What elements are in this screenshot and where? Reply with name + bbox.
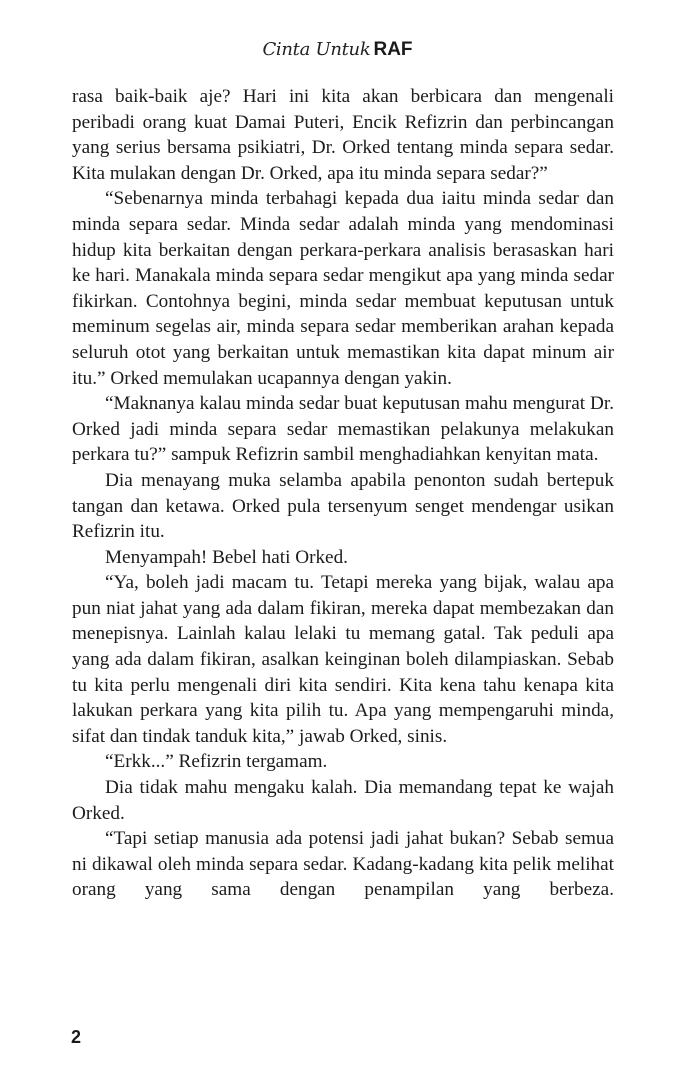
body-text <box>72 84 614 903</box>
running-head <box>0 39 675 61</box>
page-number: 2 <box>71 1027 82 1047</box>
paragraph: rasa baik-baik aje? Hari ini kita akan berbicara dan mengenali peribadi orang kuat Damai Puteri, Encik Refizrin dan perbincangan yang serius bersama psikiatri, Dr. Orked tentang minda separa sedar. Kita mulakan dengan Dr. Orked, apa itu minda separa sedar?” <box>72 86 614 184</box>
paragraph: “Maknanya kalau minda sedar buat keputusan mahu mengurat Dr. Orked jadi minda separa sedar memastikan pelakunya melakukan perkara tu?” sampuk Refizrin sambil menghadiahkan kenyitan mata. <box>72 393 614 466</box>
paragraph: “Ya, boleh jadi macam tu. Tetapi mereka yang bijak, walau apa pun niat jahat yang ada dalam fikiran, mereka dapat membezakan dan menepisnya. Lainlah kalau lelaki tu memang gatal. Tak peduli apa yang ada dalam fikiran, asalkan keinginan boleh dilampiaskan. Sebab tu kita perlu mengenali diri kita sendiri. Kita kena tahu kenapa kita lakukan perkara yang kita pilih tu. Apa yang mempengaruhi minda, sifat dan tindak tanduk kita,” jawab Orked, sinis. <box>72 572 614 747</box>
running-head-author: RAF <box>373 39 413 60</box>
paragraph: Dia menayang muka selamba apabila penonton sudah bertepuk tangan dan ketawa. Orked pula tersenyum senget mendengar usikan Refizrin itu. <box>72 469 614 543</box>
paragraph: Menyampah! Bebel hati Orked. <box>105 546 348 568</box>
paragraph: “Sebenarnya minda terbahagi kepada dua iaitu minda sedar dan minda separa sedar. Minda sedar adalah minda yang mendominasi hidup kita berkaitan dengan perkara-perkara analisis berasaskan hari ke hari. Manakala minda separa sedar mengikut apa yang minda sedar fikirkan. Contohnya begini, minda sedar membuat keputusan untuk meminum segelas air, minda separa sedar memberikan arahan kepada seluruh otot yang berkaitan untuk memastikan kita dapat minum air itu.” Orked memulakan ucapannya dengan yakin. <box>72 188 614 389</box>
paragraph: “Erkk...” Refizrin tergamam. <box>105 751 328 773</box>
paragraph: Dia tidak mahu mengaku kalah. Dia memandang tepat ke wajah Orked. <box>72 777 614 824</box>
paragraph: “Tapi setiap manusia ada potensi jadi jahat bukan? Sebab semua ni dikawal oleh minda separa sedar. Kadang-kadang kita pelik melihat orang yang sama dengan penampilan yang berbeza. <box>72 828 614 901</box>
running-head-title: Cinta Untuk <box>262 39 371 60</box>
